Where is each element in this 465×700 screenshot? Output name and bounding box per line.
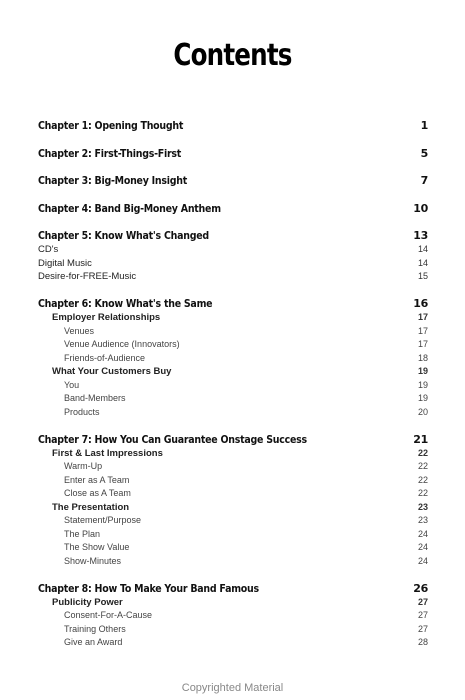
toc-section-entry (38, 623, 428, 637)
toc-entry-label: Digital Music (38, 257, 92, 269)
toc-section-entry (38, 352, 428, 366)
toc-entry-page: 23 (417, 515, 428, 525)
toc-section-entry (38, 257, 428, 271)
toc-chapter-entry (38, 202, 428, 216)
toc-entry-page: 1 (420, 119, 428, 132)
toc-entry-label: Venues (64, 325, 95, 336)
toc-entry-label: The Presentation (52, 501, 130, 513)
toc-entry-page: 22 (417, 461, 428, 471)
toc-chapter-entry (38, 119, 428, 133)
toc-entry-label: Chapter 7: How You Can Guarantee Onstage Success (38, 432, 307, 446)
toc-section-entry (38, 379, 428, 393)
toc-entry-label: Chapter 1: Opening Thought (38, 119, 184, 132)
toc-entry-page: 24 (417, 528, 428, 539)
toc-entry-label: Warm-Up (64, 461, 103, 471)
toc-entry-label: Give an Award (64, 637, 123, 647)
toc-entry-page: 17 (417, 325, 428, 336)
toc-entry-label: First & Last Impressions (52, 447, 163, 459)
toc-entry-label: Chapter 4: Band Big-Money Anthem (38, 201, 221, 215)
toc-entry-label: Chapter 5: Know What's Changed (38, 229, 209, 242)
toc-entry-page: 19 (417, 393, 428, 403)
toc-entry-label: Chapter 3: Big-Money Insight (38, 174, 188, 187)
toc-entry-page: 28 (417, 637, 428, 647)
toc-entry-page: 23 (417, 501, 428, 512)
toc-entry-page: 14 (417, 244, 428, 254)
toc-chapter-entry (38, 174, 428, 188)
toc-section-entry (38, 596, 428, 610)
toc-entry-page: 13 (413, 229, 428, 242)
toc-entry-page: 19 (417, 366, 428, 376)
toc-entry-page: 27 (417, 610, 428, 620)
toc-entry-label: Friends-of-Audience (64, 352, 146, 363)
toc-entry-label: Enter as A Team (64, 474, 130, 485)
toc-entry-label: Consent-For-A-Cause (64, 610, 153, 620)
toc-entry-label: Publicity Power (52, 596, 123, 608)
toc-entry-label: Close as A Team (64, 488, 131, 498)
toc-entry-label: The Plan (64, 528, 101, 539)
toc-entry-page: 22 (417, 447, 428, 458)
toc-entry-page: 21 (413, 432, 428, 446)
toc-entry-label: Statement/Purpose (64, 515, 142, 525)
toc-entry-page: 15 (417, 271, 428, 281)
toc-entry-label: Band-Members (64, 393, 126, 403)
toc-entry-label: Products (64, 406, 100, 417)
toc-section-entry (38, 609, 428, 623)
toc-section-entry (38, 555, 428, 569)
toc-entry-page: 22 (417, 474, 428, 485)
toc-section-entry (38, 365, 428, 379)
toc-section-entry (38, 487, 428, 501)
toc-chapter-entry (38, 297, 428, 311)
toc-section-entry (38, 243, 428, 257)
toc-entry-page: 16 (413, 297, 428, 310)
toc-section-entry (38, 338, 428, 352)
toc-entry-label: CD's (38, 244, 59, 255)
toc-section-entry (38, 528, 428, 542)
toc-chapter-entry (38, 147, 428, 161)
toc-entry-page: 17 (417, 312, 428, 322)
toc-entry-page: 18 (417, 352, 428, 363)
toc-entry-page: 27 (417, 623, 428, 634)
toc-section-entry (38, 270, 428, 284)
toc-section-entry (38, 311, 428, 325)
toc-chapter-entry (38, 229, 428, 243)
toc-entry-page: 7 (420, 174, 428, 187)
toc-entry-page: 5 (420, 146, 428, 160)
toc-entry-page: 19 (417, 379, 428, 390)
table-of-contents (38, 119, 428, 650)
toc-chapter-entry (38, 433, 428, 447)
toc-entry-page: 10 (413, 201, 428, 215)
toc-entry-page: 26 (413, 581, 428, 595)
toc-entry-page: 22 (417, 488, 428, 498)
toc-entry-label: You (64, 379, 80, 390)
toc-chapter-entry (38, 582, 428, 596)
toc-entry-label: Chapter 8: How To Make Your Band Famous (38, 581, 259, 595)
toc-section-entry (38, 460, 428, 474)
toc-entry-label: Employer Relationships (52, 312, 161, 323)
toc-entry-label: Show-Minutes (64, 555, 122, 566)
toc-entry-page: 20 (417, 406, 428, 417)
toc-section-entry (38, 514, 428, 528)
toc-entry-page: 14 (417, 257, 428, 268)
toc-entry-label: Chapter 2: First-Things-First (38, 146, 181, 160)
toc-section-entry (38, 392, 428, 406)
toc-entry-label: Chapter 6: Know What's the Same (38, 297, 213, 310)
toc-entry-page: 24 (417, 542, 428, 552)
toc-entry-page: 24 (417, 555, 428, 566)
toc-entry-label: Training Others (64, 623, 126, 634)
page-title: Contents (173, 38, 292, 73)
toc-section-entry (38, 541, 428, 555)
toc-entry-label: Desire-for-FREE-Music (38, 271, 137, 282)
toc-entry-label: Venue Audience (Innovators) (64, 339, 180, 349)
toc-entry-page: 27 (417, 596, 428, 607)
toc-entry-label: The Show Value (64, 542, 130, 552)
toc-section-entry (38, 636, 428, 650)
toc-entry-label: What Your Customers Buy (52, 366, 172, 377)
toc-section-entry (38, 325, 428, 339)
toc-section-entry (38, 447, 428, 461)
toc-section-entry (38, 406, 428, 420)
toc-entry-page: 17 (417, 339, 428, 349)
toc-section-entry (38, 501, 428, 515)
toc-section-entry (38, 474, 428, 488)
copyright-notice: Copyrighted Material (181, 682, 284, 694)
